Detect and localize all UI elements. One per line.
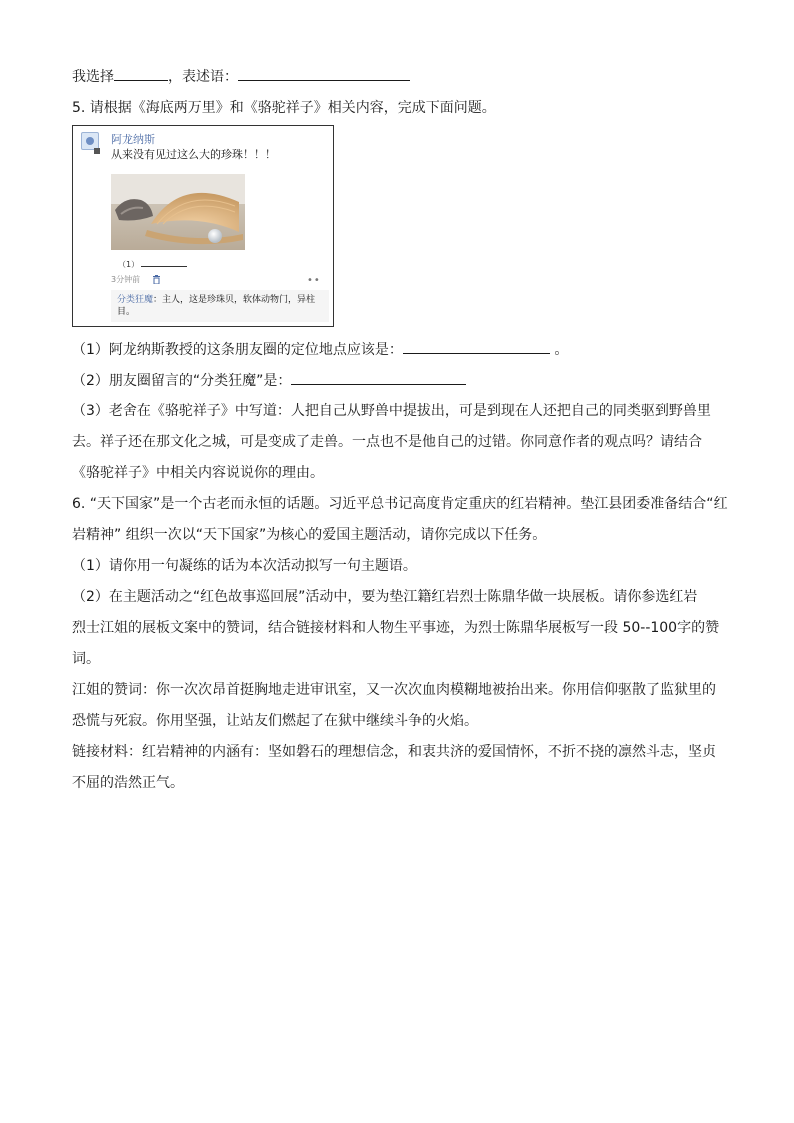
post-time: 3分钟前 — [111, 275, 141, 284]
more-dots-icon[interactable]: •• — [307, 275, 321, 286]
q5-sub3-line: 《骆驼祥子》中相关内容说说你的理由。 — [72, 465, 324, 481]
trash-icon[interactable] — [153, 275, 160, 284]
q5-sub1-end: 。 — [549, 342, 569, 358]
location-blank[interactable] — [403, 339, 550, 354]
link-material-line: 不屈的浩然正气。 — [72, 775, 184, 791]
comment-text: ：主人，这是珍珠贝，软体动物门，异柱目。 — [117, 295, 316, 317]
q5-sub1 — [72, 339, 724, 360]
post-author: 阿龙纳斯 — [111, 133, 155, 146]
pearl-shell-photo — [111, 174, 245, 250]
q6-intro-line: 岩精神” 组织一次以“天下国家”为核心的爱国主题活动，请你完成以下任务。 — [72, 527, 547, 543]
q6-sub2-line: （2）在主题活动之“红色故事巡回展”活动中，要为垫江籍红岩烈士陈鼎华做一块展板。请你参选红岩 — [72, 589, 698, 605]
q6-intro-line: 6. “天下国家”是一个古老而永恒的话题。习近平总书记高度肯定重庆的红岩精神。垫江县团委准备结合“红 — [72, 496, 728, 512]
choice-blank[interactable] — [114, 66, 168, 81]
link-material-line: 链接材料：红岩精神的内涵有：坚如磐石的理想信念，和衷共济的爱国情怀，不折不挠的凛然斗志，坚贞 — [72, 744, 716, 760]
q5-sub3-line: 去。祥子还在那文化之城，可是变成了走兽。一点也不是他自己的过错。你同意作者的观点吗？请结合 — [72, 434, 702, 450]
q6-sub2-line: 词。 — [72, 651, 100, 667]
post-text: 从来没有见过这么大的珍珠！！！ — [111, 148, 276, 161]
expression-label: ，表述语： — [168, 69, 238, 85]
choose-label: 我选择 — [72, 69, 114, 85]
q6-sub2-line: 烈士江姐的展板文案中的赞词，结合链接材料和人物生平事迹，为烈士陈鼎华展板写一段 50--100字的赞 — [72, 620, 720, 636]
q5-sub2 — [72, 370, 724, 391]
q5-sub3-line: （3）老舍在《骆驼祥子》中写道：人把自己从野兽中提拔出，可是到现在人还把自己的同类驱到野兽里 — [72, 403, 711, 419]
badge-icon — [94, 148, 100, 154]
expression-blank[interactable] — [238, 66, 410, 81]
praise-line: 恐慌与死寂。你用坚强，让站友们燃起了在狱中继续斗争的火焰。 — [72, 713, 478, 729]
q6-sub1: （1）请你用一句凝练的话为本次活动拟写一句主题语。 — [72, 558, 417, 574]
comment — [117, 294, 323, 318]
post-blank — [118, 259, 187, 270]
q4-answer-line — [72, 66, 724, 87]
post-blank-label: （1） — [118, 260, 140, 269]
q5-sub2-text: （2）朋友圈留言的“分类狂魔”是： — [72, 373, 292, 389]
comment-box — [111, 290, 329, 322]
q5-title: 5. 请根据《海底两万里》和《骆驼祥子》相关内容，完成下面问题。 — [72, 100, 496, 116]
q5-sub1-text: （1）阿龙纳斯教授的这条朋友圈的定位地点应该是： — [72, 342, 403, 358]
praise-line: 江姐的赞词：你一次次昂首挺胸地走进审讯室，又一次次血肉模糊地被抬出来。你用信仰驱散了监狱里的 — [72, 682, 716, 698]
classifier-blank[interactable] — [291, 370, 466, 385]
moments-post-card — [72, 125, 334, 327]
comment-author: 分类狂魔 — [117, 295, 154, 305]
